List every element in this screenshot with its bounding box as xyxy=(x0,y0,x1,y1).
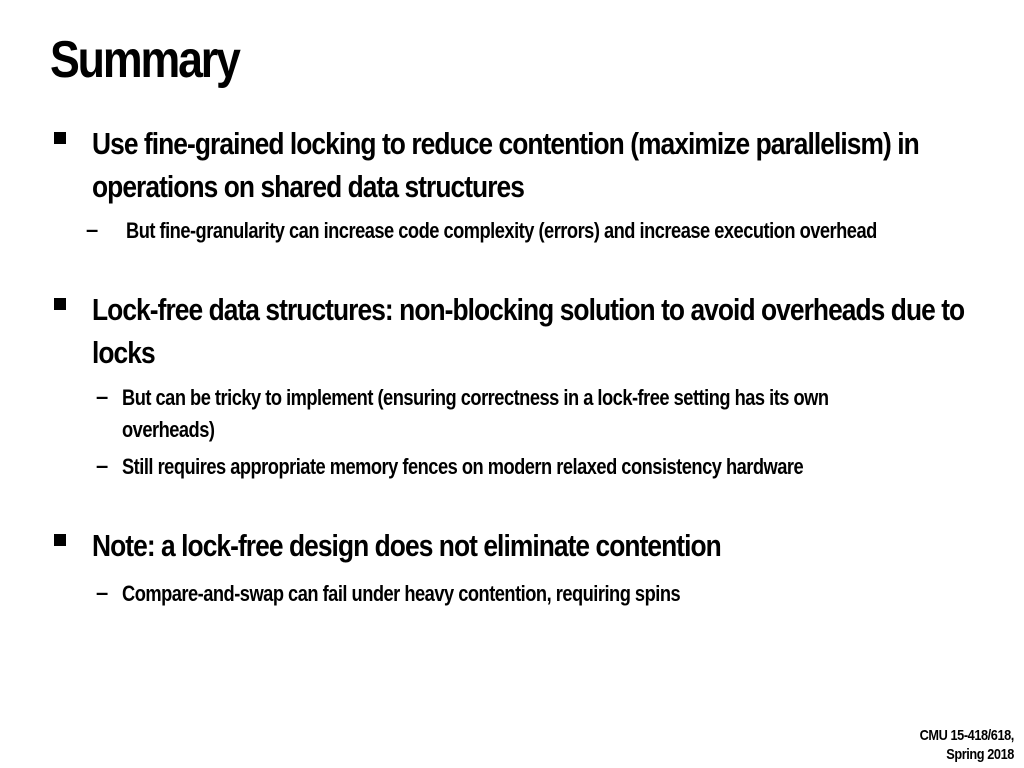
bullet-3-text: Note: a lock-free design does not eliminate contention xyxy=(92,528,721,563)
slide-title: Summary xyxy=(50,31,239,89)
bullet-3-sub-1-text: Compare-and-swap can fail under heavy contention, requiring spins xyxy=(122,581,681,606)
dash-bullet-icon: – xyxy=(86,217,99,242)
square-bullet-icon xyxy=(54,534,66,546)
bullet-2-sub-1-text: But can be tricky to implement (ensuring correctness in a lock-free setting has its own overheads) xyxy=(122,385,829,442)
bullet-2-sub-2-text: Still requires appropriate memory fences on modern relaxed consistency hardware xyxy=(122,454,804,479)
dash-bullet-icon: – xyxy=(96,384,109,409)
footer-term: Spring 2018 xyxy=(946,746,1014,763)
course-footer xyxy=(920,726,1014,764)
square-bullet-icon xyxy=(54,298,66,310)
dash-bullet-icon: – xyxy=(96,453,109,478)
dash-bullet-icon: – xyxy=(96,580,109,605)
bullet-2-text: Lock-free data structures: non-blocking solution to avoid overheads due to locks xyxy=(92,292,965,370)
square-bullet-icon xyxy=(54,132,66,144)
bullet-1-sub-1-text: But fine-granularity can increase code complexity (errors) and increase execution overhead xyxy=(126,218,877,243)
bullet-1-text: Use fine-grained locking to reduce contention (maximize parallelism) in operations on shared data structures xyxy=(92,126,919,204)
footer-course: CMU 15-418/618, xyxy=(919,727,1014,744)
